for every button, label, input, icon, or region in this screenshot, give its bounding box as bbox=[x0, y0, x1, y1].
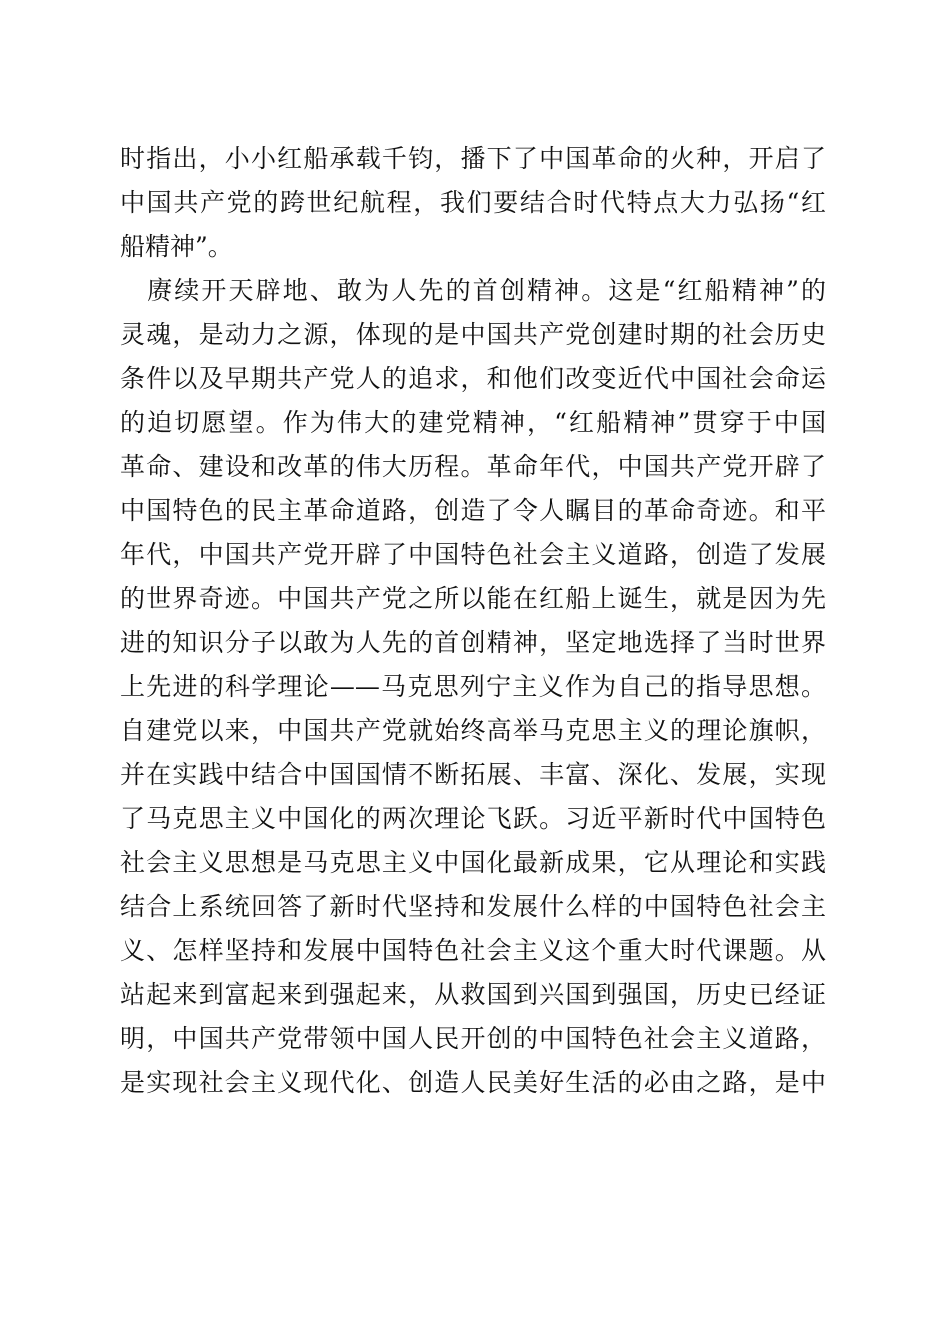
text-line: 明，中国共产党带领中国人民开创的中国特色社会主义道路， bbox=[120, 1024, 826, 1053]
text-line: 进的知识分子以敢为人先的首创精神，坚定地选择了当时世界 bbox=[120, 628, 826, 657]
text-line: 自建党以来，中国共产党就始终高举马克思主义的理论旗帜， bbox=[120, 716, 826, 745]
text-line: 中国特色的民主革命道路，创造了令人瞩目的革命奇迹。和平 bbox=[120, 496, 826, 525]
text-line: 条件以及早期共产党人的追求，和他们改变近代中国社会命运 bbox=[120, 364, 826, 393]
text-line: 社会主义思想是马克思主义中国化最新成果，它从理论和实践 bbox=[120, 848, 826, 877]
text-line: 的世界奇迹。中国共产党之所以能在红船上诞生，就是因为先 bbox=[120, 584, 826, 613]
text-line: 上先进的科学理论——马克思列宁主义作为自己的指导思想。 bbox=[120, 672, 826, 701]
text-line: 的迫切愿望。作为伟大的建党精神，“红船精神”贯穿于中国 bbox=[120, 408, 826, 437]
text-line: 义、怎样坚持和发展中国特色社会主义这个重大时代课题。从 bbox=[120, 936, 826, 965]
text-line: 并在实践中结合中国国情不断拓展、丰富、深化、发展，实现 bbox=[120, 760, 826, 789]
text-line: 年代，中国共产党开辟了中国特色社会主义道路，创造了发展 bbox=[120, 540, 826, 569]
text-line: 中国共产党的跨世纪航程，我们要结合时代特点大力弘扬“红 bbox=[120, 188, 826, 217]
text-line: 时指出，小小红船承载千钧，播下了中国革命的火种，开启了 bbox=[120, 144, 826, 173]
text-line: 了马克思主义中国化的两次理论飞跃。习近平新时代中国特色 bbox=[120, 804, 826, 833]
text-line: 船精神”。 bbox=[120, 232, 233, 261]
text-line: 赓续开天辟地、敢为人先的首创精神。这是“红船精神”的 bbox=[120, 276, 826, 305]
body-text bbox=[120, 137, 826, 1105]
text-line: 灵魂，是动力之源，体现的是中国共产党创建时期的社会历史 bbox=[120, 320, 826, 349]
paragraph-2 bbox=[120, 269, 826, 1105]
paragraph-1 bbox=[120, 137, 826, 269]
text-line: 站起来到富起来到强起来，从救国到兴国到强国，历史已经证 bbox=[120, 980, 826, 1009]
text-line: 是实现社会主义现代化、创造人民美好生活的必由之路，是中 bbox=[120, 1068, 826, 1097]
text-line: 结合上系统回答了新时代坚持和发展什么样的中国特色社会主 bbox=[120, 892, 826, 921]
text-line: 革命、建设和改革的伟大历程。革命年代，中国共产党开辟了 bbox=[120, 452, 826, 481]
